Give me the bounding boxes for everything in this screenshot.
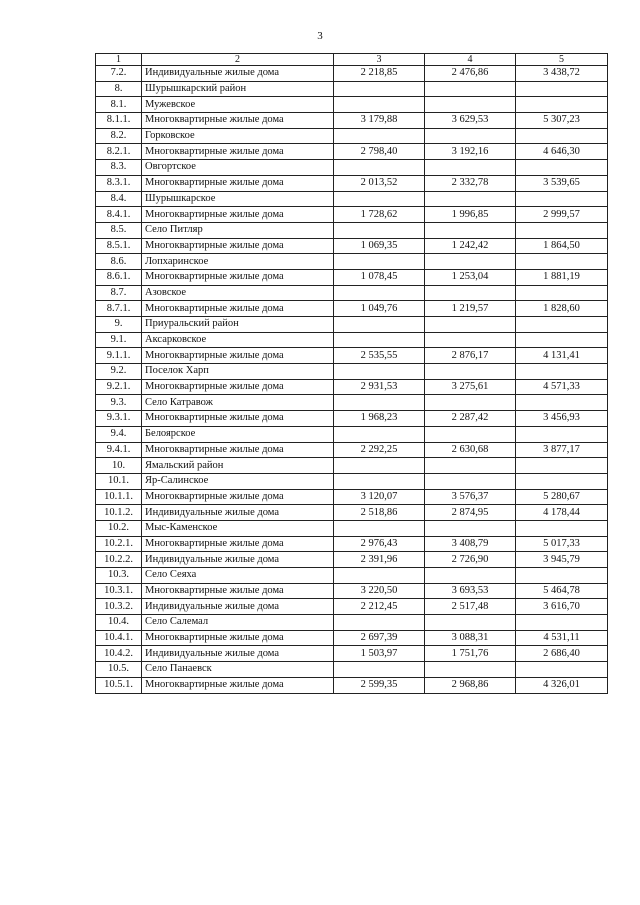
- table-row: [96, 395, 608, 411]
- row-value-3: 2 599,35: [334, 677, 425, 693]
- row-number: 7.2.: [96, 66, 142, 82]
- row-number: 9.1.: [96, 332, 142, 348]
- row-value-4: 1 219,57: [425, 301, 516, 317]
- row-number: 9.1.1.: [96, 348, 142, 364]
- table-row: [96, 81, 608, 97]
- row-name: Многоквартирные жилые дома: [142, 536, 334, 552]
- row-value-3: 3 179,88: [334, 113, 425, 129]
- row-value-4: 1 253,04: [425, 269, 516, 285]
- row-number: 8.1.: [96, 97, 142, 113]
- table-row: [96, 646, 608, 662]
- row-value-4: [425, 568, 516, 584]
- row-name: Шурышкарский район: [142, 81, 334, 97]
- row-value-3: [334, 81, 425, 97]
- table-row: [96, 426, 608, 442]
- row-name: Многоквартирные жилые дома: [142, 113, 334, 129]
- row-value-3: 2 292,25: [334, 442, 425, 458]
- row-value-3: [334, 128, 425, 144]
- row-value-3: [334, 160, 425, 176]
- row-value-4: 2 517,48: [425, 599, 516, 615]
- row-name: Многоквартирные жилые дома: [142, 175, 334, 191]
- table-row: [96, 536, 608, 552]
- row-name: Индивидуальные жилые дома: [142, 599, 334, 615]
- row-value-4: [425, 317, 516, 333]
- row-value-4: 2 287,42: [425, 411, 516, 427]
- table-row: [96, 411, 608, 427]
- table-row: [96, 379, 608, 395]
- row-value-4: [425, 254, 516, 270]
- row-number: 8.4.: [96, 191, 142, 207]
- table-row: [96, 97, 608, 113]
- row-value-4: [425, 615, 516, 631]
- row-value-3: 2 931,53: [334, 379, 425, 395]
- row-value-3: [334, 395, 425, 411]
- row-value-4: [425, 222, 516, 238]
- row-value-5: 5 017,33: [516, 536, 608, 552]
- table-row: [96, 160, 608, 176]
- row-value-4: [425, 520, 516, 536]
- row-name: Многоквартирные жилые дома: [142, 379, 334, 395]
- row-name: Азовское: [142, 285, 334, 301]
- header-col-5: 5: [516, 54, 608, 66]
- row-name: Лопхаринское: [142, 254, 334, 270]
- header-col-2: 2: [142, 54, 334, 66]
- row-name: Индивидуальные жилые дома: [142, 552, 334, 568]
- row-value-4: [425, 458, 516, 474]
- row-value-5: 1 881,19: [516, 269, 608, 285]
- row-value-5: 3 456,93: [516, 411, 608, 427]
- row-value-4: [425, 662, 516, 678]
- table-row: [96, 238, 608, 254]
- row-number: 9.: [96, 317, 142, 333]
- row-value-4: [425, 426, 516, 442]
- row-value-3: 1 968,23: [334, 411, 425, 427]
- row-value-3: [334, 615, 425, 631]
- row-number: 10.4.: [96, 615, 142, 631]
- row-number: 8.7.1.: [96, 301, 142, 317]
- row-value-5: [516, 81, 608, 97]
- row-number: 8.5.1.: [96, 238, 142, 254]
- row-value-3: 2 518,86: [334, 505, 425, 521]
- row-value-5: [516, 317, 608, 333]
- row-name: Село Сеяха: [142, 568, 334, 584]
- row-value-3: [334, 97, 425, 113]
- row-value-4: 2 968,86: [425, 677, 516, 693]
- row-number: 8.6.1.: [96, 269, 142, 285]
- row-name: Село Панаевск: [142, 662, 334, 678]
- row-name: Многоквартирные жилые дома: [142, 583, 334, 599]
- row-value-4: [425, 332, 516, 348]
- row-value-4: 3 275,61: [425, 379, 516, 395]
- row-name: Ямальский район: [142, 458, 334, 474]
- table-row: [96, 505, 608, 521]
- row-value-5: 3 539,65: [516, 175, 608, 191]
- row-number: 8.1.1.: [96, 113, 142, 129]
- row-value-4: 3 576,37: [425, 489, 516, 505]
- row-value-3: 2 212,45: [334, 599, 425, 615]
- row-name: Индивидуальные жилые дома: [142, 66, 334, 82]
- row-number: 9.4.: [96, 426, 142, 442]
- row-name: Мужевское: [142, 97, 334, 113]
- row-number: 10.1.1.: [96, 489, 142, 505]
- row-value-5: 2 686,40: [516, 646, 608, 662]
- row-value-5: [516, 662, 608, 678]
- header-col-4: 4: [425, 54, 516, 66]
- row-value-3: 1 069,35: [334, 238, 425, 254]
- row-number: 10.4.1.: [96, 630, 142, 646]
- row-value-4: 3 629,53: [425, 113, 516, 129]
- row-value-3: 2 013,52: [334, 175, 425, 191]
- row-value-5: 4 646,30: [516, 144, 608, 160]
- row-value-4: 3 192,16: [425, 144, 516, 160]
- table-row: [96, 191, 608, 207]
- row-name: Яр-Салинское: [142, 473, 334, 489]
- row-number: 10.3.2.: [96, 599, 142, 615]
- row-value-5: [516, 128, 608, 144]
- row-name: Многоквартирные жилые дома: [142, 269, 334, 285]
- row-value-3: 3 220,50: [334, 583, 425, 599]
- row-value-4: [425, 395, 516, 411]
- row-value-5: [516, 615, 608, 631]
- table-row: [96, 207, 608, 223]
- row-value-3: [334, 222, 425, 238]
- row-value-5: 4 531,11: [516, 630, 608, 646]
- row-value-4: 3 088,31: [425, 630, 516, 646]
- row-number: 10.1.2.: [96, 505, 142, 521]
- row-value-4: 2 332,78: [425, 175, 516, 191]
- row-name: Село Питляр: [142, 222, 334, 238]
- table-row: [96, 348, 608, 364]
- table-row: [96, 66, 608, 82]
- row-value-3: [334, 332, 425, 348]
- row-value-3: [334, 458, 425, 474]
- row-value-3: 2 391,96: [334, 552, 425, 568]
- row-value-5: [516, 191, 608, 207]
- table-row: [96, 520, 608, 536]
- row-value-5: 3 438,72: [516, 66, 608, 82]
- table-row: [96, 583, 608, 599]
- row-value-5: [516, 395, 608, 411]
- row-number: 8.4.1.: [96, 207, 142, 223]
- row-value-4: [425, 81, 516, 97]
- row-value-5: [516, 473, 608, 489]
- table-row: [96, 458, 608, 474]
- row-name: Село Катравож: [142, 395, 334, 411]
- row-value-3: [334, 520, 425, 536]
- row-name: Многоквартирные жилые дома: [142, 301, 334, 317]
- row-value-4: [425, 160, 516, 176]
- table-row: [96, 144, 608, 160]
- row-value-5: 3 945,79: [516, 552, 608, 568]
- table-row: [96, 332, 608, 348]
- row-value-4: [425, 285, 516, 301]
- row-value-5: [516, 426, 608, 442]
- row-name: Многоквартирные жилые дома: [142, 630, 334, 646]
- row-value-5: 5 464,78: [516, 583, 608, 599]
- row-number: 9.3.: [96, 395, 142, 411]
- row-value-5: 5 307,23: [516, 113, 608, 129]
- row-number: 8.5.: [96, 222, 142, 238]
- table-row: [96, 489, 608, 505]
- row-number: 10.3.: [96, 568, 142, 584]
- row-value-4: 3 693,53: [425, 583, 516, 599]
- row-value-5: [516, 97, 608, 113]
- row-value-3: [334, 191, 425, 207]
- table-row: [96, 364, 608, 380]
- tariff-table: [95, 53, 608, 694]
- table-header-row: [96, 54, 608, 66]
- row-number: 10.5.1.: [96, 677, 142, 693]
- row-value-4: 1 996,85: [425, 207, 516, 223]
- row-value-3: 1 078,45: [334, 269, 425, 285]
- row-number: 8.3.: [96, 160, 142, 176]
- row-number: 10.2.: [96, 520, 142, 536]
- row-name: Многоквартирные жилые дома: [142, 489, 334, 505]
- row-name: Приуральский район: [142, 317, 334, 333]
- row-name: Овгортское: [142, 160, 334, 176]
- row-name: Аксарковское: [142, 332, 334, 348]
- row-number: 8.3.1.: [96, 175, 142, 191]
- row-name: Индивидуальные жилые дома: [142, 646, 334, 662]
- row-name: Многоквартирные жилые дома: [142, 348, 334, 364]
- row-number: 10.1.: [96, 473, 142, 489]
- row-number: 10.5.: [96, 662, 142, 678]
- table-row: [96, 317, 608, 333]
- row-value-4: 1 751,76: [425, 646, 516, 662]
- row-value-3: [334, 662, 425, 678]
- row-name: Поселок Харп: [142, 364, 334, 380]
- row-number: 9.2.: [96, 364, 142, 380]
- page-number: 3: [317, 30, 323, 42]
- header-col-3: 3: [334, 54, 425, 66]
- row-value-5: 1 864,50: [516, 238, 608, 254]
- row-number: 8.2.: [96, 128, 142, 144]
- row-value-4: [425, 97, 516, 113]
- row-name: Село Салемал: [142, 615, 334, 631]
- row-value-4: 2 476,86: [425, 66, 516, 82]
- row-value-4: 1 242,42: [425, 238, 516, 254]
- row-value-3: 1 728,62: [334, 207, 425, 223]
- row-number: 10.4.2.: [96, 646, 142, 662]
- row-value-3: [334, 364, 425, 380]
- row-name: Многоквартирные жилые дома: [142, 442, 334, 458]
- row-value-3: 1 503,97: [334, 646, 425, 662]
- row-number: 9.3.1.: [96, 411, 142, 427]
- row-name: Горковское: [142, 128, 334, 144]
- row-number: 10.3.1.: [96, 583, 142, 599]
- row-value-5: [516, 458, 608, 474]
- table-row: [96, 677, 608, 693]
- row-name: Многоквартирные жилые дома: [142, 411, 334, 427]
- row-name: Многоквартирные жилые дома: [142, 207, 334, 223]
- row-name: Шурышкарское: [142, 191, 334, 207]
- row-name: Мыс-Каменское: [142, 520, 334, 536]
- row-name: Белоярское: [142, 426, 334, 442]
- row-value-5: 3 877,17: [516, 442, 608, 458]
- row-number: 8.6.: [96, 254, 142, 270]
- row-value-4: [425, 128, 516, 144]
- row-value-3: [334, 254, 425, 270]
- table-row: [96, 113, 608, 129]
- row-value-5: 3 616,70: [516, 599, 608, 615]
- row-value-3: 2 218,85: [334, 66, 425, 82]
- row-number: 8.7.: [96, 285, 142, 301]
- table-row: [96, 301, 608, 317]
- row-name: Индивидуальные жилые дома: [142, 505, 334, 521]
- row-value-5: 4 178,44: [516, 505, 608, 521]
- row-value-5: [516, 568, 608, 584]
- row-value-5: 4 131,41: [516, 348, 608, 364]
- row-value-3: [334, 473, 425, 489]
- row-number: 10.2.1.: [96, 536, 142, 552]
- row-value-3: [334, 568, 425, 584]
- row-value-5: [516, 160, 608, 176]
- row-value-5: 4 571,33: [516, 379, 608, 395]
- row-value-5: 1 828,60: [516, 301, 608, 317]
- row-number: 9.4.1.: [96, 442, 142, 458]
- row-value-3: [334, 285, 425, 301]
- table-row: [96, 568, 608, 584]
- header-col-1: 1: [96, 54, 142, 66]
- row-value-5: [516, 222, 608, 238]
- table-row: [96, 442, 608, 458]
- table-row: [96, 254, 608, 270]
- row-value-3: 1 049,76: [334, 301, 425, 317]
- table-row: [96, 128, 608, 144]
- row-value-5: [516, 520, 608, 536]
- table-row: [96, 473, 608, 489]
- table-row: [96, 222, 608, 238]
- row-value-4: [425, 191, 516, 207]
- row-number: 8.: [96, 81, 142, 97]
- row-value-5: 5 280,67: [516, 489, 608, 505]
- row-value-4: 2 874,95: [425, 505, 516, 521]
- table-row: [96, 285, 608, 301]
- table-row: [96, 615, 608, 631]
- row-number: 9.2.1.: [96, 379, 142, 395]
- row-value-3: 2 697,39: [334, 630, 425, 646]
- row-name: Многоквартирные жилые дома: [142, 144, 334, 160]
- row-value-5: [516, 332, 608, 348]
- row-value-5: [516, 254, 608, 270]
- row-value-5: [516, 285, 608, 301]
- row-value-4: 2 876,17: [425, 348, 516, 364]
- table-row: [96, 552, 608, 568]
- row-value-4: 2 726,90: [425, 552, 516, 568]
- table-row: [96, 175, 608, 191]
- row-value-3: 3 120,07: [334, 489, 425, 505]
- row-value-4: [425, 473, 516, 489]
- row-number: 10.: [96, 458, 142, 474]
- row-value-4: [425, 364, 516, 380]
- row-name: Многоквартирные жилые дома: [142, 238, 334, 254]
- row-value-3: 2 798,40: [334, 144, 425, 160]
- row-value-3: 2 535,55: [334, 348, 425, 364]
- row-value-5: 2 999,57: [516, 207, 608, 223]
- row-value-4: 2 630,68: [425, 442, 516, 458]
- table-row: [96, 662, 608, 678]
- row-value-3: 2 976,43: [334, 536, 425, 552]
- row-value-3: [334, 317, 425, 333]
- row-number: 10.2.2.: [96, 552, 142, 568]
- row-name: Многоквартирные жилые дома: [142, 677, 334, 693]
- table-row: [96, 599, 608, 615]
- table-row: [96, 269, 608, 285]
- row-value-4: 3 408,79: [425, 536, 516, 552]
- row-number: 8.2.1.: [96, 144, 142, 160]
- row-value-5: 4 326,01: [516, 677, 608, 693]
- row-value-5: [516, 364, 608, 380]
- table-row: [96, 630, 608, 646]
- row-value-3: [334, 426, 425, 442]
